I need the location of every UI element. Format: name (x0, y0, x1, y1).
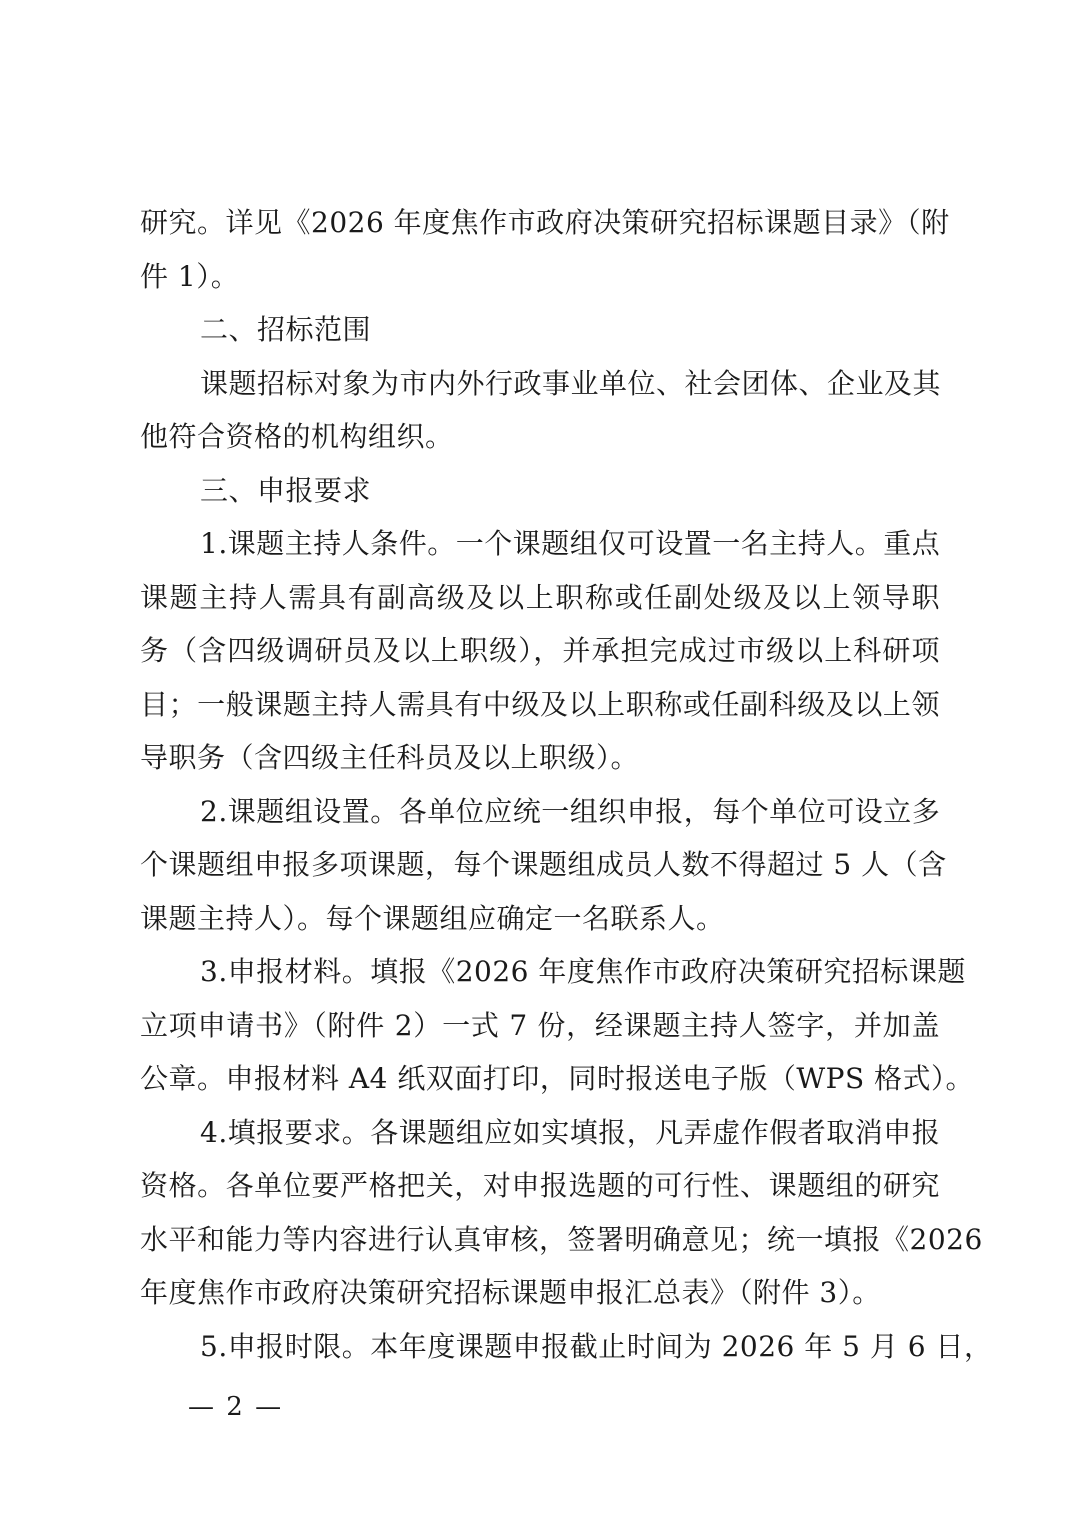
paragraph-line: 3.申报材料。填报《2026 年度焦作市政府决策研究招标课题 (200, 955, 966, 988)
paragraph-line: 目；一般课题主持人需具有中级及以上职称或任副科级及以上领 (140, 687, 940, 721)
paragraph-line: 个课题组申报多项课题，每个课题组成员人数不得超过 5 人（含 (140, 848, 947, 881)
section-heading: 二、招标范围 (200, 313, 372, 346)
paragraph-line: 水平和能力等内容进行认真审核，签署明确意见；统一填报《2026 (140, 1222, 983, 1256)
paragraph-line: 导职务（含四级主任科员及以上职级）。 (140, 741, 640, 774)
paragraph-line: 2.课题组设置。各单位应统一组织申报，每个单位可设立多 (200, 794, 941, 828)
paragraph-line: 研究。详见《2026 年度焦作市政府决策研究招标课题目录》（附 (140, 206, 950, 239)
paragraph-line: 公章。申报材料 A4 纸双面打印，同时报送电子版（WPS 格式）。 (140, 1062, 975, 1095)
paragraph-line: 年度焦作市政府决策研究招标课题申报汇总表》（附件 3）。 (140, 1276, 881, 1309)
paragraph-line: 资格。各单位要严格把关，对申报选题的可行性、课题组的研究 (140, 1169, 940, 1202)
paragraph-line: 件 1）。 (140, 259, 240, 293)
paragraph-line: 立项申请书》（附件 2）一式 7 份，经课题主持人签字，并加盖 (140, 1008, 940, 1042)
paragraph-line: 课题主持人）。每个课题组应确定一名联系人。 (140, 901, 725, 935)
page-number: — 2 — (188, 1392, 284, 1422)
section-heading: 三、申报要求 (200, 473, 372, 507)
paragraph-line: 5.申报时限。本年度课题申报截止时间为 2026 年 5 月 6 日， (200, 1329, 993, 1363)
paragraph-line: 他符合资格的机构组织。 (140, 420, 454, 453)
paragraph-line: 务（含四级调研员及以上职级），并承担完成过市级以上科研项 (140, 634, 940, 667)
paragraph-line: 4.填报要求。各课题组应如实填报，凡弄虚作假者取消申报 (200, 1115, 941, 1149)
paragraph-line: 1.课题主持人条件。一个课题组仅可设置一名主持人。重点 (200, 527, 941, 560)
document-body (140, 196, 993, 1373)
paragraph-line: 课题主持人需具有副高级及以上职称或任副处级及以上领导职 (140, 580, 940, 614)
paragraph-line: 课题招标对象为市内外行政事业单位、社会团体、企业及其 (200, 366, 942, 400)
